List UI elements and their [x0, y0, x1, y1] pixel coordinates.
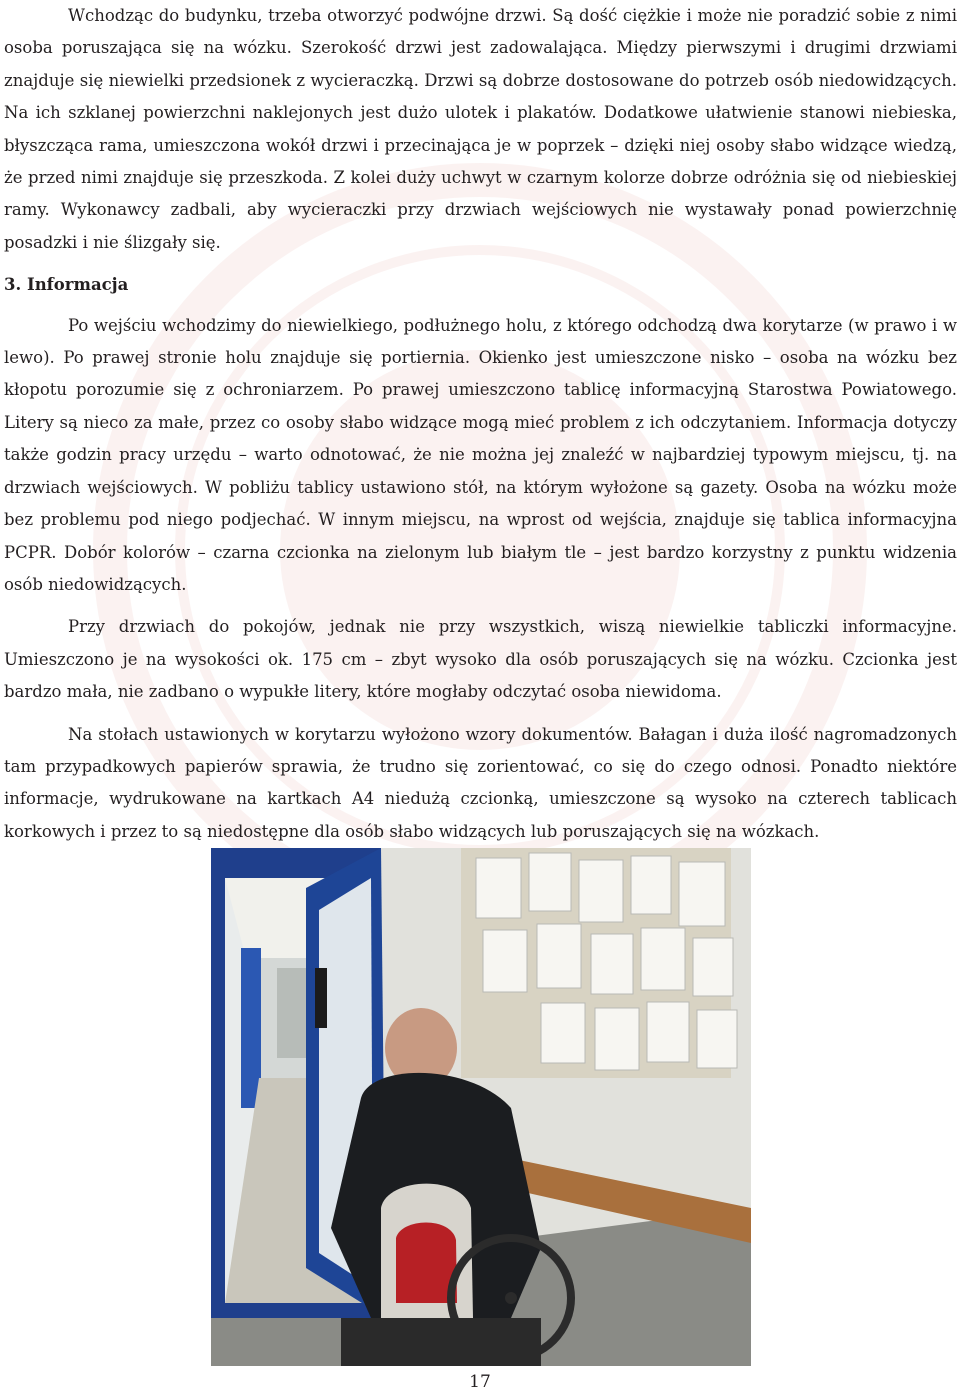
paragraph-door-signs: Przy drzwiach do pokojów, jednak nie przy wszystkich, wiszą niewielkie tabliczki informacyjne. Umieszczono je na wysokości ok. 175 cm – zbyt wysoko dla osób poruszających się na wózku. Czcionka jest bardzo mała, nie zadbano o wypukłe litery, które mogłaby odczytać osoba niewidoma. — [4, 617, 957, 702]
page-number: 17 — [469, 1372, 491, 1392]
paragraph-information-hall: Po wejściu wchodzimy do niewielkiego, podłużnego holu, z którego odchodzą dwa korytarze (w prawo i w lewo). Po prawej stronie holu znajduje się portiernia. Okienko jest umieszczone nisko – osoba na wózku bez kłopotu porozumie się z ochroniarzem. Po prawej umieszczono tablicę informacyjną Starostwa Powiatowego. Litery są nieco za małe, przez co osoby słabo widzące mogą mieć problem z ich odczytaniem. Informacja dotyczy także godzin pracy urzędu – warto odnotować, że nie można jej znaleźć w najbardziej typowym miejscu, tj. na drzwiach wejściowych. W pobliżu tablicy ustawiono stół, na którym wyłożone są gazety. Osoba na wózku może bez problemu pod niego podjechać. W innym miejscu, na wprost od wejścia, znajduje się tablica informacyjna PCPR. Dobór kolorów – czarna czcionka na zielonym lub białym tle – jest bardzo korzystny z punktu widzenia osób niedowidzących. — [4, 315, 957, 594]
section-heading: 3. Informacja — [4, 275, 129, 295]
paragraph-entrance-doors: Wchodząc do budynku, trzeba otworzyć podwójne drzwi. Są dość ciężkie i może nie poradzić sobie z nimi osoba poruszająca się na wózku. Szerokość drzwi jest zadowalająca. Między pierwszymi i drugimi drzwiami znajduje się niewielki przedsionek z wycieraczką. Drzwi są dobrze dostosowane do potrzeb osób niedowidzących. Na ich szklanej powierzchni naklejonych jest dużo ulotek i plakatów. Dodatkowe ułatwienie stanowi niebieska, błyszcząca rama, umieszczona wokół drzwi i przecinająca je w poprzek – dzięki niej osoby słabo widzące wiedzą, że przed nimi znajduje się przeszkoda. Z kolei duży uchwyt w czarnym kolorze dobrze odróżnia się od niebieskiej ramy. Wykonawcy zadbali, aby wycieraczki przy drzwiach wejściowych nie wystawały ponad powierzchnię posadzki i nie ślizgały się. — [4, 6, 957, 252]
paragraph-document-tables: Na stołach ustawionych w korytarzu wyłożono wzory dokumentów. Bałagan i duża ilość nagromadzonych tam przypadkowych papierów sprawia, że trudno się zorientować, co się do czego odnosi. Ponadto niektóre informacje, wydrukowane na kartkach A4 niedużą czcionką, umieszczone są wysoko na czterech tablicach korkowych i przez to są niedostępne dla osób słabo widzących lub poruszających się na wózkach. — [4, 724, 957, 841]
photo-wheelchair-user-reading-notice-board — [211, 848, 751, 1366]
document-body — [4, 0, 957, 848]
